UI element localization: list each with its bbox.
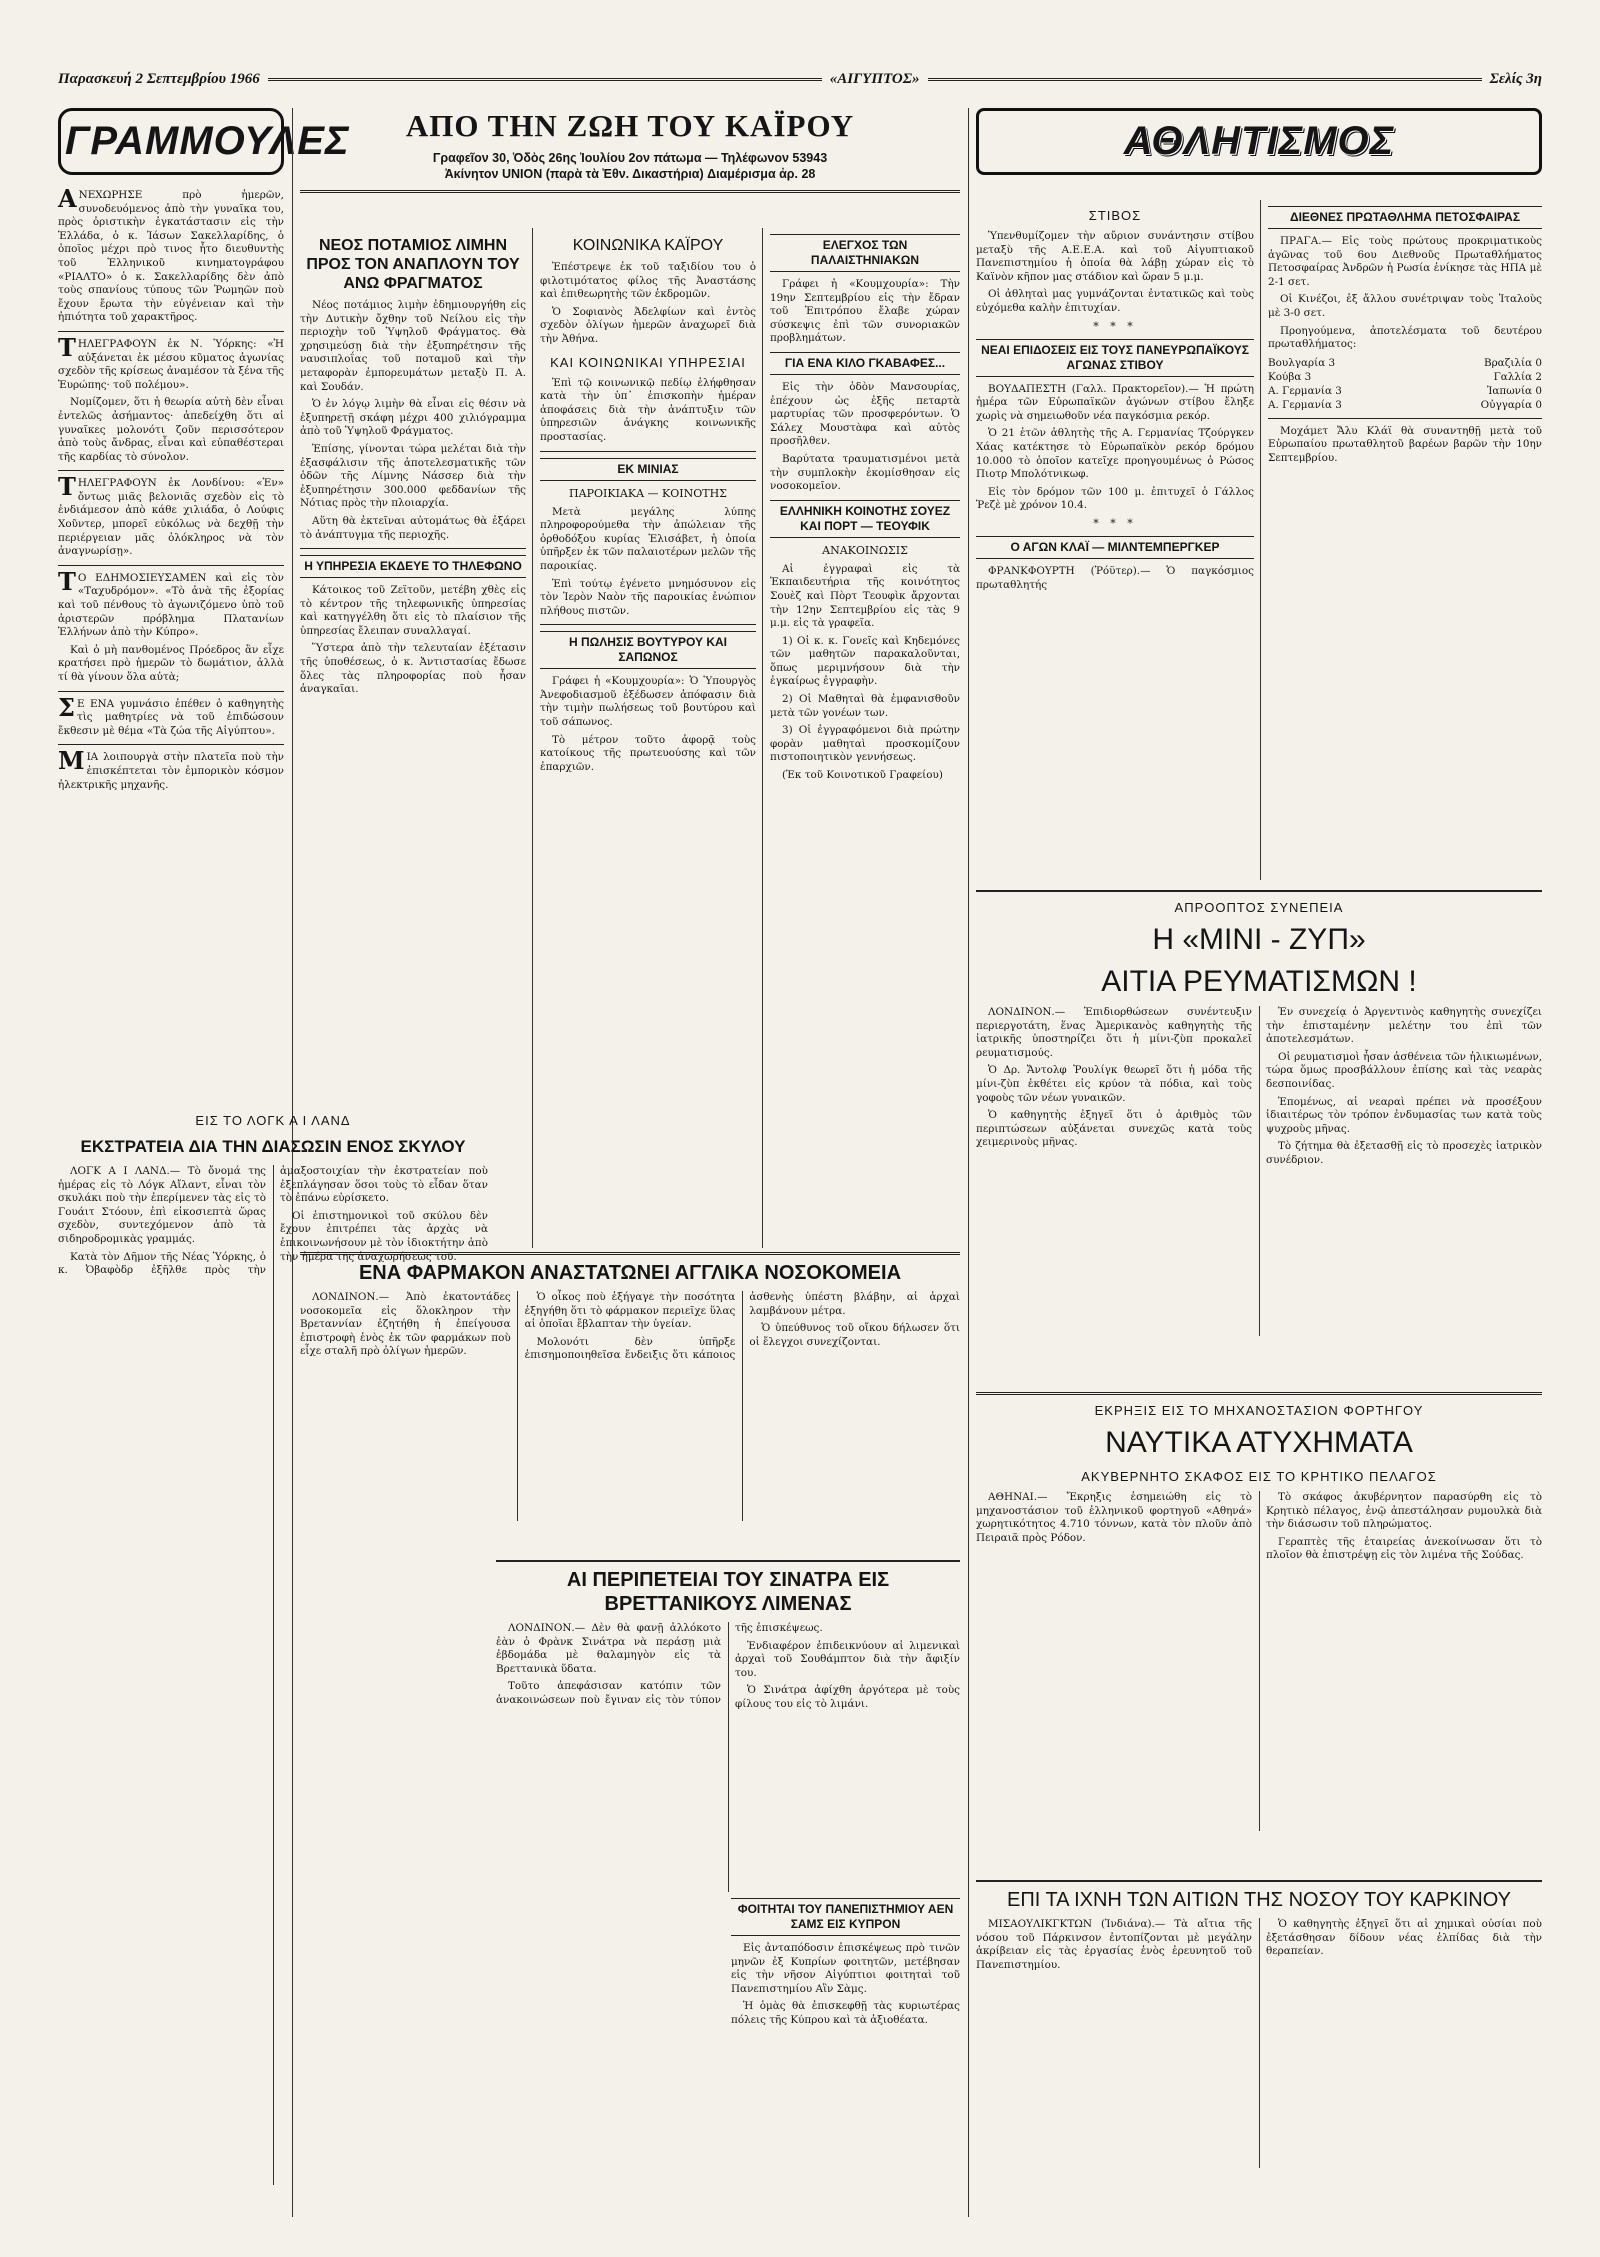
article-paragraph: Ὁ ἐν λόγῳ λιμὴν θὰ εἶναι εἰς θέσιν νὰ ἐξυπηρετῇ σκάφη μέχρι 400 χιλιόγραμμα ἀπὸ τοῦ Ὑψηλοῦ Φράγματος.	[300, 398, 526, 438]
article-title: ΕΚ ΜΙΝΙΑΣ	[540, 458, 756, 481]
sports-column-a	[976, 200, 1254, 960]
article-paragraph: Βαρύτατα τραυματισμένοι μετὰ τὴν συμπλοκὴν ἐκομίσθησαν εἰς νοσοκομεῖον.	[770, 452, 960, 493]
stars-divider: * * *	[1093, 516, 1137, 530]
divider	[300, 190, 960, 193]
divider	[58, 565, 284, 566]
article-paragraph: Ἐνδιαφέρον ἐπιδεικνύουν αἱ λιμενικαὶ ἀρχαὶ τοῦ Σουθάμπτον διὰ τὴν ἄφιξίν του.	[735, 1639, 960, 1679]
score-row	[1268, 356, 1542, 370]
article-paragraph: Οἱ Κινέζοι, ἐξ ἄλλου συνέτριψαν τοὺς Ἰταλοὺς μὲ 3-0 σετ.	[1268, 293, 1542, 319]
article-paragraph: Κάτοικος τοῦ Ζεϊτοῦν, μετέβη χθὲς εἰς τὸ κέντρον τῆς τηλεφωνικῆς ὑπηρεσίας καὶ κατηγγέλθη ὅτι εἰς τὸ πλαίσιον τῆς ὑπηρεσίας ἔλειπαν συναλλαγαί.	[300, 584, 526, 637]
article-title: ΚΟΙΝΩΝΙΚΑ ΚΑΪΡΟΥ	[572, 237, 724, 254]
article-paragraph: ΛΟΝΔΙΝΟΝ.— Ἐπιδιορθώσεων συνέντευξιν περιεργοτάτη, ἕνας Ἀμερικανὸς καθηγητὴς τῆς ἰατρικῆς ὑποστηρίζει ὅτι ἡ μίνι-ζὺπ προκαλεῖ ρευματισμούς.	[976, 1006, 1252, 1059]
article-paragraph: Εἰς ἀνταπόδοσιν ἐπισκέψεως πρὸ τινῶν μηνῶν ἐξ Κυπρίων φοιτητῶν, μετέβησαν εἰς τὴν νῆσον Αἰγύπτιοι φοιτηταὶ τοῦ Πανεπιστημίου Αἲν Σὰμς.	[731, 1942, 960, 1995]
article-paragraph: Ἐπίσης, γίνονται τώρα μελέται διὰ τὴν ἐξασφάλισιν τῆς ἀποτελεσματικῆς τῶν ὁδῶν τῆς Λίμνης Νάσσερ διὰ τὴν ἐξυπηρέτησιν 300.000 φεδδανίων τῆς Νότιας πρὸς τὴν πλοιαρχία.	[300, 442, 526, 510]
divider	[58, 691, 284, 692]
article-title: ΣΤΙΒΟΣ	[1088, 208, 1142, 223]
stars-divider: * * *	[1093, 319, 1137, 333]
article-paragraph: Ἐπὶ τῷ κοινωνικῷ πεδίῳ ἐλήφθησαν κατὰ τὴν ὑπ᾽ ἐπισκοπὴν ἡμέραν ἀποφάσεις διὰ τὴν ἀνάπτυξιν τῶν ὑπηρεσιῶν ἀνάγκης κοινωνικῆς προστασίας.	[540, 376, 756, 443]
article-title: Η ΥΠΗΡΕΣΙΑ ΕΚΔΕΥΕ ΤΟ ΤΗΛΕΦΩΝΟ	[300, 555, 526, 578]
article-paragraph: Αὕτη θὰ ἐκτεῖναι αὐτομάτως θὰ ἐξάρει τὸ ἀνάπτυγμα τῆς περιοχῆς.	[300, 514, 526, 541]
sinatra-article	[496, 1560, 960, 2215]
article-title: Η «ΜΙΝΙ - ΖΥΠ»	[1152, 923, 1366, 956]
header-page: Σελίς 3η	[1489, 70, 1542, 87]
article-subtitle: ΚΑΙ ΚΟΙΝΩΝΙΚΑΙ ΥΠΗΡΕΣΙΑΙ	[550, 354, 746, 370]
article-paragraph: ΒΟΥΔΑΠΕΣΤΗ (Γαλλ. Πρακτορεῖον).— Ἡ πρώτη ἡμέρα τῶν Εὐρωπαϊκῶν ἀγώνων στίβου ἔληξε χωρὶς νὰ σημειωθοῦν νέα παγκόσμια ρεκόρ.	[976, 382, 1254, 422]
gramm-paragraph: ΜΙΑ λοιπουργὰ στὴν πλατεῖα ποὺ τὴν ἐπισκέπτεται τὸν ἐμπορικὸν κόσμον ἠλεκτρικῆς μηχανῆς.	[58, 746, 284, 791]
masthead-address: Γραφεῖον 30, Ὁδὸς 26ης Ἰουλίου 2ον πάτωμα — Τηλέφωνον 53943	[432, 151, 828, 165]
naval-article	[976, 1392, 1542, 1872]
masthead-title: ΑΠΟ ΤΗΝ ΖΩΗ ΤΟΥ ΚΑΪΡΟΥ	[405, 108, 855, 143]
article-paragraph: Ὁ Δρ. Ἄντολφ Ῥουλίγκ θεωρεῖ ὅτι ἡ μόδα τῆς μίνι-ζὺπ ἐκθέτει εἰς κρύον τὰ πόδια, καὶ τοὺς γοφοὺς τῶν νέων γυναικῶν.	[976, 1064, 1252, 1104]
article-subtitle: ΑΚΥΒΕΡΝΗΤΟ ΣΚΑΦΟΣ ΕΙΣ ΤΟ ΚΡΗΤΙΚΟ ΠΕΛΑΓΟΣ	[1081, 1469, 1437, 1484]
article-title: ΝΕΑΙ ΕΠΙΔΟΣΕΙΣ ΕΙΣ ΤΟΥΣ ΠΑΝΕΥΡΩΠΑΪΚΟΥΣ ΑΓΩΝΑΣ ΣΤΙΒΟΥ	[976, 339, 1254, 377]
article-paragraph: ΠΡΑΓΑ.— Εἰς τοὺς πρώτους προκριματικοὺς ἀγῶνας τοῦ 6ου Διεθνοῦς Πρωταθλήματος Πετοσφαίρας Ἀνδρῶν ἡ Ρωσία ἐνίκησε τὰς ΗΠΑ μὲ 2-1 σετ.	[1268, 235, 1542, 288]
article-subtitle: ΑΝΑΚΟΙΝΩΣΙΣ	[822, 543, 908, 557]
dog-paragraph: ΛΟΓΚ Α Ι ΛΑΝΔ.— Τὸ ὄνομά της ἡμέρας εἰς τὸ Λόγκ Αἴλαντ, εἶναι τὸν σκυλάκι ποὺ τὴν ἐπερίμενεν τὰς εἰς τὸ Γουάιτ Στόουν, ἐπὶ εἰκοσιεπτὰ ὥρας σχεδὸν, συντεχόμενον ἀπὸ τὰ σιδηροδρομικὰς γραμμάς.	[58, 1165, 266, 1245]
article-paragraph: Γράφει ἡ «Κουμχουρία»: Τὴν 19ην Σεπτεμβρίου εἰς τὴν ἔδραν τοῦ Ἐπιτρόπου ἔλαβε χώραν σύσκεψις ἐπὶ τῶν συνοριακῶν προβλημάτων.	[770, 278, 960, 345]
article-paragraph: Τὸ μέτρον τοῦτο ἀφορᾷ τοὺς κατοίκους τῆς πρωτευούσης καὶ τῶν ἐπαρχιῶν.	[540, 733, 756, 773]
header-paper: «ΑΙΓΥΠΤΟΣ»	[829, 70, 920, 87]
article-paragraph: Ἐπομένως, αἱ νεαραὶ πρέπει νὰ προσέξουν ἰδιαιτέρως τὸν τρόπον ἐνδυμασίας των κατὰ τοὺς ψυχροὺς μῆνας.	[1266, 1095, 1542, 1135]
gramm-paragraph: ΑΝΕΧΩΡΗΣΕ πρὸ ἡμερῶν, συνοδευόμενος ἀπὸ τὴν γυναῖκα του, πρὸς ὀριστικὴν ἐγκατάστασιν εἰς τὴν Ἑλλάδα, ὁ κ. Ἰάσων Σακελλαρίδης, ὁ ὁποῖος μέχρι πρὸ τινος ἦτο διευθυντὴς τοῦ Ἑλληνικοῦ κινηματογράφου «ΡΙΑΛΤΟ» ὁ κ. Σακελλαρίδης δὲν ἀπὸ τοὺς σπανίους τύπους τῶν Ῥωμηῶν ποὺ ἔχουν ἔρωτα τὴν εὐγένειαν καὶ τὴν ἠπιότητα τοῦ χαρακτῆρος.	[58, 184, 284, 324]
dog-headline: ΕΚΣΤΡΑΤΕΙΑ ΔΙΑ ΤΗΝ ΔΙΑΣΩΣΙΝ ΕΝΟΣ ΣΚΥΛΟΥ	[80, 1137, 466, 1156]
article-kicker: ΕΚΡΗΞΙΣ ΕΙΣ ΤΟ ΜΗΧΑΝΟΣΤΑΣΙΟΝ ΦΟΡΤΗΓΟΥ	[1094, 1403, 1424, 1418]
article-signature: (Ἐκ τοῦ Κοινοτικοῦ Γραφείου)	[782, 769, 943, 782]
article-paragraph: Ὁ καθηγητὴς ἐξηγεῖ ὅτι ὁ ἀριθμὸς τῶν περιπτώσεων αὐξάνεται συνεχῶς κατὰ τοὺς χειμερινοὺς μῆνας.	[976, 1109, 1252, 1149]
pharma-article	[300, 1252, 960, 1552]
article-paragraph: ΛΟΝΔΙΝΟΝ.— Δὲν θὰ φανῇ ἀλλόκοτο ἐὰν ὁ Φρὰνκ Σινάτρα νὰ περάσῃ μιὰ ἐβδομάδα μὲ θαλαμηγὸν εἰς τὰ Βρεττανικὰ ὕδατα.	[496, 1622, 721, 1675]
sports-header	[976, 108, 1542, 198]
score-row	[1268, 384, 1542, 398]
score-row	[1268, 398, 1542, 412]
article-title: ΦΟΙΤΗΤΑΙ ΤΟΥ ΠΑΝΕΠΙΣΤΗΜΙΟΥ ΑΕΝ ΣΑΜΣ ΕΙΣ ΚΥΠΡΟΝ	[731, 1898, 960, 1936]
gramm-paragraph: Νομίζομεν, ὅτι ἡ θεωρία αὐτὴ δὲν εἶναι ἐντελῶς ἀσήμαντος· ἀπεδείχθη ὅτι αἱ γυναῖκες μολονότι ζοῦν περισσότερον ἀπὸ τοὺς ἄνδρας, εἶναι καὶ εὐπαθέστεραι τῆς καρδίας τὸ σύνολον.	[58, 396, 284, 463]
gramm-paragraph: Καὶ ὁ μὴ πανθομένος Πρόεδρος ἂν εἶχε κρατήσει πρὸ ἡμερῶν τὸ δωμάτιον, ἀλλὰ τί θὰ γίνουν ὅλα αὐτὰ;	[58, 643, 284, 683]
gramm-title: ΓΡΑΜΜΟΥΛΕΣ	[58, 108, 284, 175]
article-title: ΕΛΕΓΧΟΣ ΤΩΝ ΠΑΛΑΙΣΤΗΝΙΑΚΩΝ	[770, 234, 960, 272]
column-rule	[968, 108, 969, 2217]
control-column	[770, 228, 960, 1248]
article-title: ΑΙΤΙΑ ΡΕΥΜΑΤΙΣΜΩΝ !	[1101, 965, 1417, 998]
score-team-b: Βραζιλία 0	[1483, 356, 1542, 369]
page-header	[58, 68, 1542, 90]
column-rule	[1260, 200, 1261, 880]
scores-table	[1268, 356, 1542, 412]
article-title: ΕΛΛΗΝΙΚΗ ΚΟΙΝΟΤΗΣ ΣΟΥΕΖ ΚΑΙ ΠΟΡΤ — ΤΕΟΥΦΙΚ	[770, 500, 960, 538]
article-title: Η ΠΩΛΗΣΙΣ ΒΟΥΤΥΡΟΥ ΚΑΙ ΣΑΠΩΝΟΣ	[540, 631, 756, 669]
article-paragraph: ΛΟΝΔΙΝΟΝ.— Ἀπὸ ἑκατοντάδες νοσοκομεῖα εἰς ὅλοκληρον τὴν Βρεταννίαν ἐζητήθη ἡ ἐπείγουσα ἐπιστροφὴ ἑνὸς ἐκ τῶν φαρμάκων ποὺ εἶχε σταλῆ πρὸ ὀλίγων ἡμερῶν.	[300, 1291, 511, 1358]
article-paragraph: Προηγούμενα, ἀποτελέσματα τοῦ δευτέρου πρωταθλήματος:	[1268, 324, 1542, 351]
score-team-b: Γαλλία 2	[1493, 370, 1542, 383]
dog-kicker: ΕΙΣ ΤΟ ΛΟΓΚ Α Ι ΛΑΝΔ	[195, 1113, 351, 1128]
article-paragraph: Ὁ καθηγητὴς ἐξηγεῖ ὅτι αἱ χημικαὶ οὐσίαι ποὺ ἐξετάσθησαν δίδουν νέας ἐλπίδας διὰ τὴν θεραπείαν.	[1266, 1918, 1542, 1958]
article-paragraph: Ὁ Σινάτρα ἀφίχθη ἀργότερα μὲ τοὺς φίλους του εἰς τὸ λιμάνι.	[735, 1684, 960, 1710]
pharma-body	[300, 1291, 960, 1521]
article-paragraph: Εἰς τὴν ὁδὸν Μανσουρίας, ἐπέχουν ὡς ἐξῆς πεταρτὰ μαρτυρίας τῶν προσφερόντων. Ὁ Σάλεχ Μουστὰφα καὶ αὐτὸς προσῆλθεν.	[770, 380, 960, 448]
sports-column-b	[1268, 200, 1542, 880]
article-paragraph: Οἱ ρευματισμοὶ ἦσαν ἀσθένεια τῶν ἡλικιωμένων, τώρα ὅμως προσβάλλουν ἐπίσης καὶ τὰς νεαρὰς δεσποινίδας.	[1266, 1050, 1542, 1090]
article-paragraph: 3) Οἱ ἐγγραφόμενοι διὰ πρώτην φορὰν μαθηταὶ προσκομίζουν πιστοποιητικὸν γεννήσεως.	[770, 724, 960, 764]
divider	[58, 744, 284, 745]
article-title: ΓΙΑ ΕΝΑ ΚΙΛΟ ΓΚΑΒΑΦΕΣ...	[770, 352, 960, 375]
article-paragraph: Ὁ ὑπεύθυνος τοῦ οἴκου δήλωσεν ὅτι οἱ ἔλεγχοι συνεχίζονται.	[749, 1322, 960, 1348]
article-subtitle: ΠΑΡΟΙΚΙΑΚΑ — ΚΟΙΝΟΤΗΣ	[569, 486, 727, 500]
score-team-b: Οὐγγαρία 0	[1480, 398, 1542, 411]
gramm-paragraph: ΤΟ ΕΔΗΜΟΣΙΕΥΣΑΜΕΝ καὶ εἰς τὸν «Ταχυδρόμον». «Τὸ ἀνὰ τῆς ἐξορίας καὶ τοῦ πένθους τὸ ἀγωνιζόμενο ὑπὸ τοῦ ἀριστερῶν πρόβλημα Πλατανίων Ἑλλήνων ἀπὸ τὴν Κύπρο».	[58, 566, 284, 639]
masthead	[300, 108, 960, 228]
article-kicker: ΑΠΡΟΟΠΤΟΣ ΣΥΝΕΠΕΙΑ	[1174, 900, 1344, 915]
score-team-a: Κούβα 3	[1268, 370, 1312, 383]
article-paragraph: Τὸ σκάφος ἀκυβέρνητον παρασύρθη εἰς τὸ Κρητικὸ πέλαγος, ἐνῷ ἀπεστάλησαν ρυμουλκὰ διὰ τὴν διάσωσιν τοῦ πληρώματος.	[1266, 1491, 1542, 1531]
students-body	[731, 1942, 960, 2028]
social-column	[540, 228, 756, 1248]
cancer-article	[976, 1880, 1542, 2215]
article-paragraph: Αἱ ἐγγραφαὶ εἰς τὰ Ἐκπαιδευτήρια τῆς κοινότητος Σουὲζ καὶ Πὸρτ Τεουφὶκ ἄρχονται τὴν 12ην Σεπτεμβρίου εἰς τὰς 9 μ.μ. εἰς τὰ γραφεῖα.	[770, 562, 960, 630]
column-rule	[532, 228, 533, 1248]
article-paragraph: Γεραπτὲς τῆς ἑταιρείας ἀνεκοίνωσαν ὅτι τὸ πλοῖον θὰ ἐπιστρέψῃ εἰς τὸν λιμένα τῆς Σούδας.	[1266, 1535, 1542, 1562]
article-paragraph: ΜΙΣΑΟΥΛΙΚΓΚΤΩΝ (Ἰνδιάνα).— Τὰ αἴτια τῆς νόσου τοῦ Πάρκινσον ἐντοπίζονται μὲ μεγάλην ἀκρίβειαν εἰς τὰς ἐργασίας ἑνὸς ἐρευνητοῦ τοῦ Πανεπιστημίου.	[976, 1918, 1252, 1971]
score-team-a: Α. Γερμανία 3	[1268, 384, 1342, 397]
score-team-b: Ἰαπωνία 0	[1486, 384, 1542, 397]
article-paragraph: Ἐπὶ τούτῳ ἐγένετο μνημόσυνον εἰς τὸν Ἱερὸν Ναὸν τῆς παροικίας ἐνώπιον πλήθους πιστῶν.	[540, 577, 756, 617]
dog-paragraph: Οἱ ἐπιστημονικοὶ τοῦ σκύλου δὲν ἔχουν ἐπιτρέπει τὰς ἀρχὰς νὰ ἐπικοινωνήσουν μὲ τὸν ἰδιοκτήτην ἀπὸ τὴν ἡμέρα τῆς ἀναχωρήσεως τοῦ.	[280, 1209, 488, 1263]
article-title: Ο ΑΓΩΝ ΚΛΑΪ — ΜΙΛΝΤΕΜΠΕΡΓΚΕΡ	[976, 536, 1254, 559]
divider	[58, 331, 284, 332]
gramm-paragraph: ΣΕ ΕΝΑ γυμνάσιο ἐπέθεν ὁ καθηγητὴς τὶς μαθητρίες νὰ τοῦ ἐπιδώσουν ἔκθεσιν μὲ θέμα «Τὰ ζώα τῆς Αἰγύπτου».	[58, 692, 284, 737]
divider	[540, 624, 756, 625]
article-title: ΝΕΟΣ ΠΟΤΑΜΙΟΣ ΛΙΜΗΝ ΠΡΟΣ ΤΟΝ ΑΝΑΠΛΟΥΝ ΤΟΥ ΑΝΩ ΦΡΑΓΜΑΤΟΣ	[306, 237, 520, 292]
mini-article	[976, 890, 1542, 1340]
article-paragraph: Ὁ Σοφιανὸς Ἀδελφίων καὶ ἐντὸς σχεδὸν ὀλίγων ἡμερῶν ἀναχωρεῖ διὰ τὴν Ἀθήνα.	[540, 305, 756, 345]
gramm-paragraph: ΤΗΛΕΓΡΑΦΟΥΝ ἐκ Ν. Ὑόρκης: «Ἡ αὐξάνεται ἐκ μέσου κῦματος ἀγωνίας σχεδὸν τῆς κρίσεως ἀναμέσον τὰ ξένα τῆς Ἑυρώπης· τοῦ πολέμου».	[58, 332, 284, 391]
article-paragraph: Μετὰ μεγάλης λύπης πληροφορούμεθα τὴν ἀπώλειαν τῆς ὀρθοδόξου κυρίας Ἐλισάβετ, ἡ ὁποία ὑπῆρξεν ἐκ τῶν παλαιοτέρων μελῶν τῆς παροικίας.	[540, 505, 756, 572]
divider	[300, 548, 526, 549]
dog-paragraph: Κατὰ τὸν Δῆμον τῆς Νέας Ὑόρκης, ὁ κ. Ὀβαφὸδρ ἐξῆλθε πρὸς τὴν ἁμαξοστοιχίαν τὴν ἐκστρατείαν ποὺ ἐξεπλάγησαν ὅσοι τοὺς τὸ εἶδαν ὅταν τὸ ἐπάνω εὑρίσκετο.	[58, 1165, 488, 1277]
article-paragraph: Ὁ 21 ἐτῶν ἀθλητὴς τῆς Α. Γερμανίας Τζούργκεν Χάας κατέκτησε τὸ Εὐρωπαϊκὸν ρεκόρ δρόμου 10.000 τὸ ὁποῖον κατεῖχε προηγουμένως ὁ Ρώσος Πιοτρ Μπολότνικωφ.	[976, 427, 1254, 481]
river-port-article	[300, 228, 526, 1128]
header-rule	[268, 78, 822, 81]
article-paragraph: Μοχάμετ Ἄλυ Κλάϊ θὰ συναντηθῇ μετὰ τοῦ Εὐρωπαίου πρωταθλητοῦ βαρέων βαρῶν τὴν 10ην Σεπτεμβρίου.	[1268, 424, 1542, 464]
article-title: ΑΙ ΠΕΡΙΠΕΤΕΙΑΙ ΤΟΥ ΣΙΝΑΤΡΑ ΕΙΣ ΒΡΕΤΤΑΝΙΚΟΥΣ ΛΙΜΕΝΑΣ	[566, 1569, 890, 1615]
masthead-address: Ἀκίνητον UNION (παρὰ τὰ Ἐθν. Δικαστήρια) Διαμέρισμα ἀρ. 28	[444, 167, 816, 181]
header-date: Παρασκευή 2 Σεπτεμβρίου 1966	[58, 70, 260, 87]
score-row	[1268, 370, 1542, 384]
article-paragraph: Ὑπενθυμίζομεν τὴν αὔριον συνάντησιν στίβου μεταξὺ τῆς Α.Ε.Ε.Α. καὶ τοῦ Αἰγυπτιακοῦ Πανεπιστημίου ἡ ὁποία θὰ λάβῃ χώραν εἰς τὸ Καϊνὸν κῆπον μας στάδιον καὶ ὥραν 5 μ.μ.	[976, 230, 1254, 283]
article-paragraph: Τοῦτο ἀπεφάσισαν κατόπιν τῶν ἀνακοινώσεων ποὺ ἔγιναν εἰς τὸν τύπον τῆς ἐπισκέψεως.	[496, 1622, 823, 1706]
article-paragraph: Ἐν συνεχείᾳ ὁ Ἀργεντινὸς καθηγητὴς συνεχίζει τὴν ἐπισταμένην μελέτην του ἐπὶ τῶν ἀποτελεσμάτων.	[1266, 1006, 1542, 1046]
article-paragraph: Ὕστερα ἀπὸ τὴν τελευταίαν ἐξέτασιν τῆς ὑποθέσεως, ὁ κ. Ἀντιστασίας ἔδωσε ὅλες τὰς πληροφορίας ποὺ ἦσαν ἀναγκαῖαι.	[300, 642, 526, 696]
score-team-a: Βουλγαρία 3	[1268, 356, 1336, 369]
gramm-paragraph: ΤΗΛΕΓΡΑΦΟΥΝ ἐκ Λονδίνου: «Ἐν» ὄντως μιᾶς βελονιᾶς σχεδὸν εἰς τὸ ἐνδιάμεσον ἀπὸ κάθε χιλιάδα, ὁ Λούφις Χοῦντερ, μπορεῖ εὐκόλως νὰ δεχθῇ τὴν περιέργειαν μᾶς ὀλόκληρος νὰ τὸν ἀναγνωρίσῃ».	[58, 472, 284, 558]
article-paragraph: Ὁ οἶκος ποὺ ἐξήγαγε τὴν ποσότητα ἐξηγήθη ὅτι τὸ φάρμακον περιεῖχε ὕλας αἱ ὁποῖαι ἔβλαπταν τὴν ὑγείαν.	[524, 1291, 736, 1331]
sports-title: ΑΘΛΗΤΙΣΜΟΣ	[976, 108, 1542, 175]
header-rule	[928, 78, 1482, 81]
article-paragraph: Εἰς τὸν δρόμον τῶν 100 μ. ἐπιτυχεῖ ὁ Γάλλος Ῥεζὲ μὲ χρόνον 10.4.	[976, 485, 1254, 512]
article-paragraph: ΑΘΗΝΑΙ.— Ἔκρηξις ἐσημειώθη εἰς τὸ μηχανοστάσιον τοῦ ἑλληνικοῦ φορτηγοῦ «Αθηνά» χωρητικότητος 4.710 τόννων, κατὰ τὸν πλοῦν ἀπὸ Πειραιᾶ πρὸς Ρόδον.	[976, 1491, 1252, 1544]
divider	[1268, 418, 1542, 419]
sinatra-body	[496, 1622, 960, 1892]
cancer-body	[976, 1918, 1542, 2168]
article-paragraph: Ἡ ὁμὰς θὰ ἐπισκεφθῇ τὰς κυριωτέρας πόλεις τῆς Κύπρου καὶ τὰ ἀξιοθέατα.	[731, 2000, 960, 2026]
article-title: ΔΙΕΘΝΕΣ ΠΡΩΤΑΘΛΗΜΑ ΠΕΤΟΣΦΑΙΡΑΣ	[1268, 206, 1542, 229]
article-paragraph: Μολονότι δὲν ὑπῆρξε ἐπισημοποιηθεῖσα ἔνδειξις ὅτι κάποιος ἀσθενὴς ὑπέστη βλάβην, αἱ ἀρχαὶ λαμβάνουν μέτρα.	[524, 1291, 960, 1362]
article-title: ΕΠΙ ΤΑ ΙΧΝΗ ΤΩΝ ΑΙΤΙΩΝ ΤΗΣ ΝΟΣΟΥ ΤΟΥ ΚΑΡΚΙΝΟΥ	[1007, 1889, 1511, 1911]
article-paragraph: ΦΡΑΝΚΦΟΥΡΤΗ (Ῥόϋτερ).— Ὁ παγκόσμιος πρωταθλητής	[976, 564, 1254, 591]
article-paragraph: 2) Οἱ Μαθηταὶ θὰ ἐμφανισθοῦν μετὰ τῶν γονέων των.	[770, 693, 960, 719]
article-paragraph: Οἱ ἀθληταὶ μας γυμνάζονται ἐντατικῶς καὶ τοὺς εὐχόμεθα καλὴν ἐπιτυχίαν.	[976, 288, 1254, 314]
divider	[540, 451, 756, 452]
article-paragraph: 1) Οἱ κ. κ. Γονεῖς καὶ Κηδεμόνες τῶν μαθητῶν παρακαλοῦνται, ὅπως μεριμνήσουν διὰ τὴν ἐγκαίρως ἐγγραφὴν.	[770, 634, 960, 688]
article-title: ΝΑΥΤΙΚΑ ΑΤΥΧΗΜΑΤΑ	[1105, 1426, 1413, 1459]
article-paragraph: Νέος ποτάμιος λιμὴν ἐδημιουργήθη εἰς τὴν Δυτικὴν ὄχθην τοῦ Νείλου εἰς τὴν περιοχὴν τοῦ Ὑψηλοῦ Φράγματος. Θὰ χρησιμεύσῃ διὰ τὴν ἐξυπηρέτησιν τῆς ναυσιπλοΐας τοῦ ποταμοῦ καὶ τὴν μεταφορὰν ἐμπορευμάτων μεταξὺ Π. Α. καὶ Σουδάν.	[300, 299, 526, 393]
article-paragraph: Γράφει ἡ «Κουμχουρία»: Ὁ Ὑπουργὸς Ἀνεφοδιασμοῦ ἐξέδωσεν ἀπόφασιν διὰ τὴν τιμὴν πωλήσεως τοῦ βουτύρου καὶ τοῦ σάπωνος.	[540, 675, 756, 729]
article-paragraph: Τὸ ζήτημα θὰ ἐξετασθῇ εἰς τὸ προσεχὲς ἰατρικὸν συνέδριον.	[1266, 1140, 1542, 1166]
divider	[58, 470, 284, 471]
mini-body	[976, 1006, 1542, 1336]
article-title: ΕΝΑ ΦΑΡΜΑΚΟΝ ΑΝΑΣΤΑΤΩΝΕΙ ΑΓΓΛΙΚΑ ΝΟΣΟΚΟΜΕΙΑ	[358, 1262, 902, 1284]
column-rule	[762, 228, 763, 1248]
naval-body	[976, 1491, 1542, 1831]
score-team-a: Α. Γερμανία 3	[1268, 398, 1342, 411]
article-paragraph: Ἐπέστρεψε ἐκ τοῦ ταξιδίου του ὁ φιλοτιμότατος φίλος τῆς Ἀναστάσης καὶ ἐπιθεωρητὴς τῶν ἐκδρομῶν.	[540, 261, 756, 301]
